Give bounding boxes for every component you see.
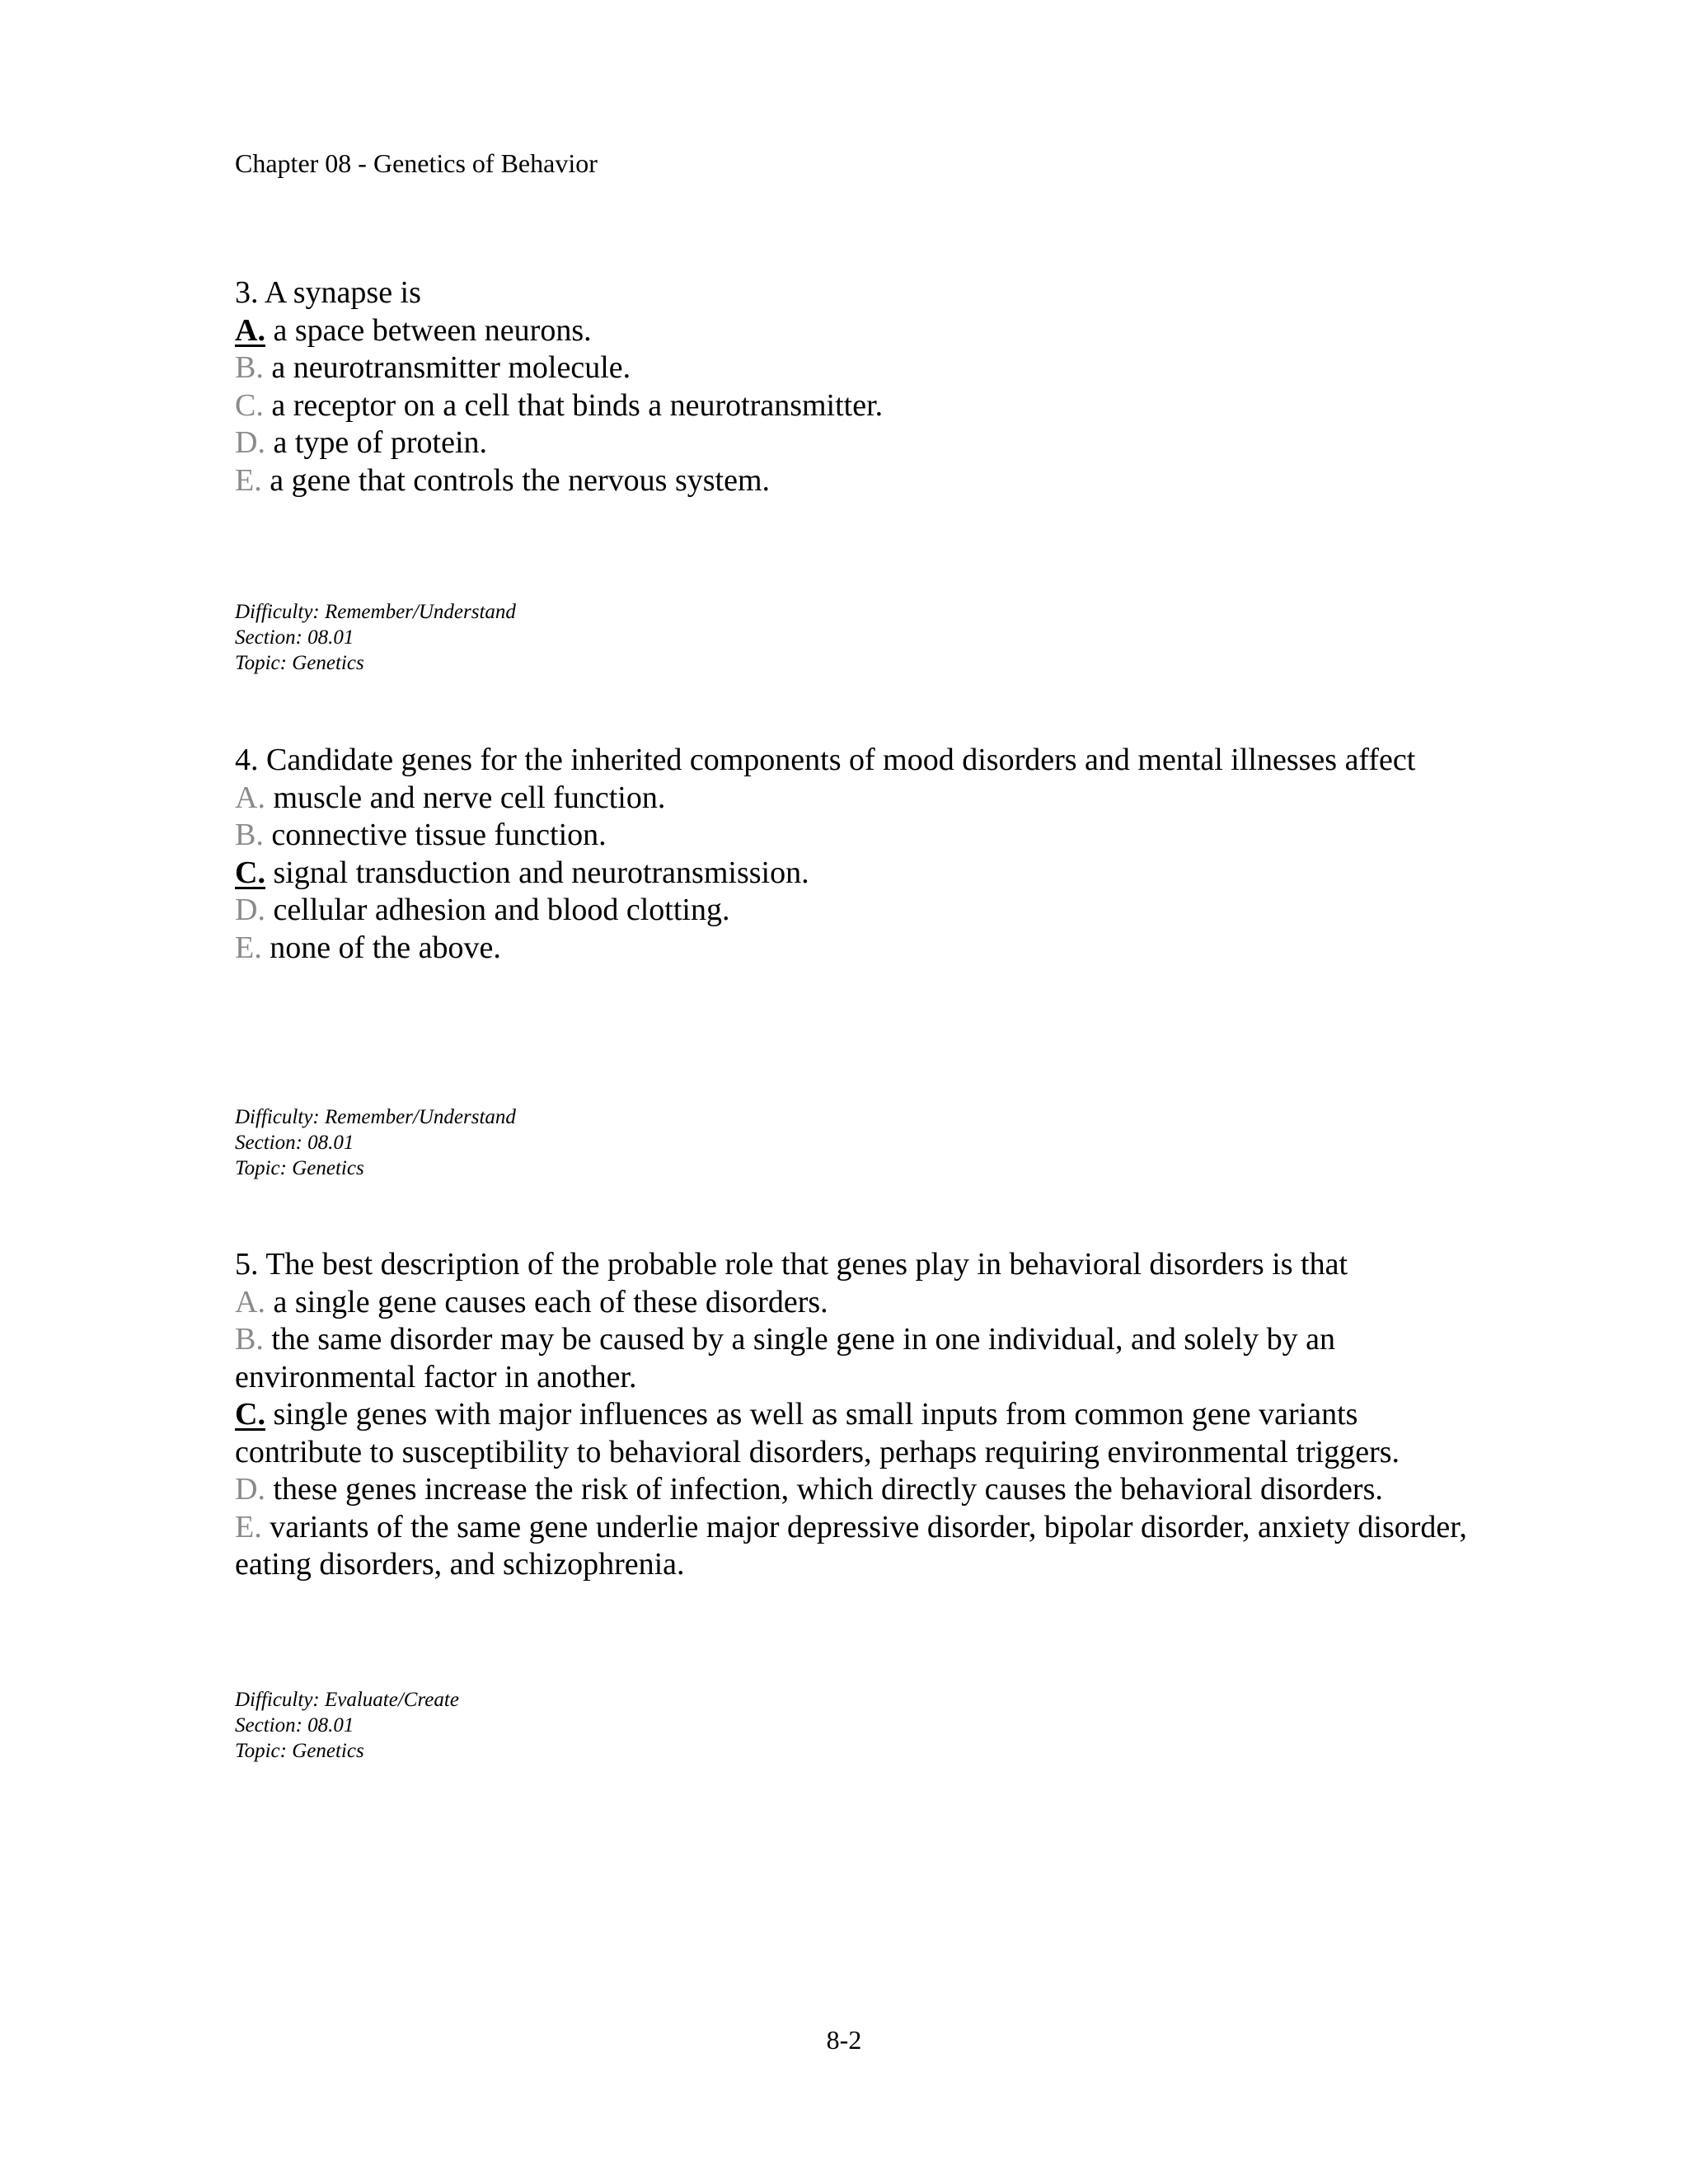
option-text: cellular adhesion and blood clotting.: [265, 893, 730, 927]
difficulty-label: Difficulty: Remember/Understand: [235, 601, 516, 623]
option-text: the same disorder may be caused by a single gene in one individual, and solely by an environmental factor in another.: [235, 1322, 1335, 1394]
question-4: [235, 742, 1471, 967]
question-stem: 3. A synapse is: [235, 275, 421, 310]
option-letter: D.: [235, 425, 265, 460]
option-letter: D.: [235, 893, 265, 927]
answer-option-c: [235, 1396, 1471, 1471]
answer-option-e: [235, 930, 1471, 968]
difficulty-label: Difficulty: Remember/Understand: [235, 1106, 516, 1128]
option-text: a receptor on a cell that binds a neurotransmitter.: [263, 387, 884, 423]
question-5: [235, 1246, 1471, 1584]
option-letter: C.: [235, 1397, 265, 1432]
page-number: 8-2: [826, 2025, 862, 2055]
topic-label: Topic: Genetics: [235, 1157, 364, 1179]
option-text: none of the above.: [261, 930, 501, 965]
option-letter: C.: [235, 387, 264, 423]
answer-option-a: [235, 1284, 1471, 1322]
difficulty-label: Difficulty: Evaluate/Create: [235, 1689, 459, 1711]
option-text: signal transduction and neurotransmission.: [265, 855, 809, 890]
answer-option-d: [235, 424, 1471, 462]
option-text: a space between neurons.: [265, 312, 592, 348]
question-metadata: [235, 1687, 459, 1764]
answer-option-b: [235, 1321, 1471, 1396]
section-label: Section: 08.01: [235, 1132, 354, 1154]
option-letter: D.: [235, 1472, 265, 1507]
option-text: a single gene causes each of these disorders.: [265, 1284, 828, 1319]
question-metadata: [235, 1104, 516, 1181]
option-letter: A.: [235, 780, 265, 815]
section-label: Section: 08.01: [235, 1714, 354, 1736]
option-letter: E.: [235, 462, 262, 498]
question-metadata: [235, 599, 516, 676]
answer-option-b: [235, 349, 1471, 387]
topic-label: Topic: Genetics: [235, 1740, 364, 1762]
answer-option-a: [235, 780, 1471, 818]
option-text: muscle and nerve cell function.: [265, 780, 666, 815]
question-stem: 4. Candidate genes for the inherited components of mood disorders and mental illnesses affect: [235, 743, 1416, 777]
answer-option-e: [235, 1509, 1471, 1584]
answer-option-e: [235, 462, 1471, 500]
option-letter: A.: [235, 312, 265, 348]
answer-option-b: [235, 817, 1471, 855]
option-text: these genes increase the risk of infection, which directly causes the behavioral disorders.: [265, 1472, 1383, 1507]
chapter-header: Chapter 08 - Genetics of Behavior: [235, 148, 598, 178]
answer-option-d: [235, 1471, 1471, 1509]
answer-option-c: [235, 855, 1471, 893]
option-letter: B.: [235, 818, 264, 852]
answer-option-d: [235, 892, 1471, 930]
option-text: a neurotransmitter molecule.: [263, 350, 631, 385]
option-letter: A.: [235, 1284, 265, 1319]
section-label: Section: 08.01: [235, 626, 354, 649]
question-3: [235, 274, 1471, 499]
answer-option-a: [235, 312, 1471, 350]
option-letter: B.: [235, 350, 264, 385]
option-letter: C.: [235, 855, 265, 890]
option-text: a gene that controls the nervous system.: [261, 462, 771, 498]
topic-label: Topic: Genetics: [235, 652, 364, 674]
answer-option-c: [235, 387, 1471, 425]
option-text: a type of protein.: [265, 425, 488, 460]
option-letter: E.: [235, 930, 262, 965]
option-text: single genes with major influences as well as small inputs from common gene variants contribute to susceptibility to behavioral disorders, perhaps requiring environmental triggers.: [235, 1397, 1400, 1469]
option-text: variants of the same gene underlie major depressive disorder, bipolar disorder, anxiety disorder, eating disorders, and schizophrenia.: [235, 1509, 1467, 1582]
question-stem: 5. The best description of the probable role that genes play in behavioral disorders is that: [235, 1247, 1348, 1282]
option-text: connective tissue function.: [263, 818, 607, 852]
option-letter: E.: [235, 1509, 262, 1544]
option-letter: B.: [235, 1322, 264, 1357]
